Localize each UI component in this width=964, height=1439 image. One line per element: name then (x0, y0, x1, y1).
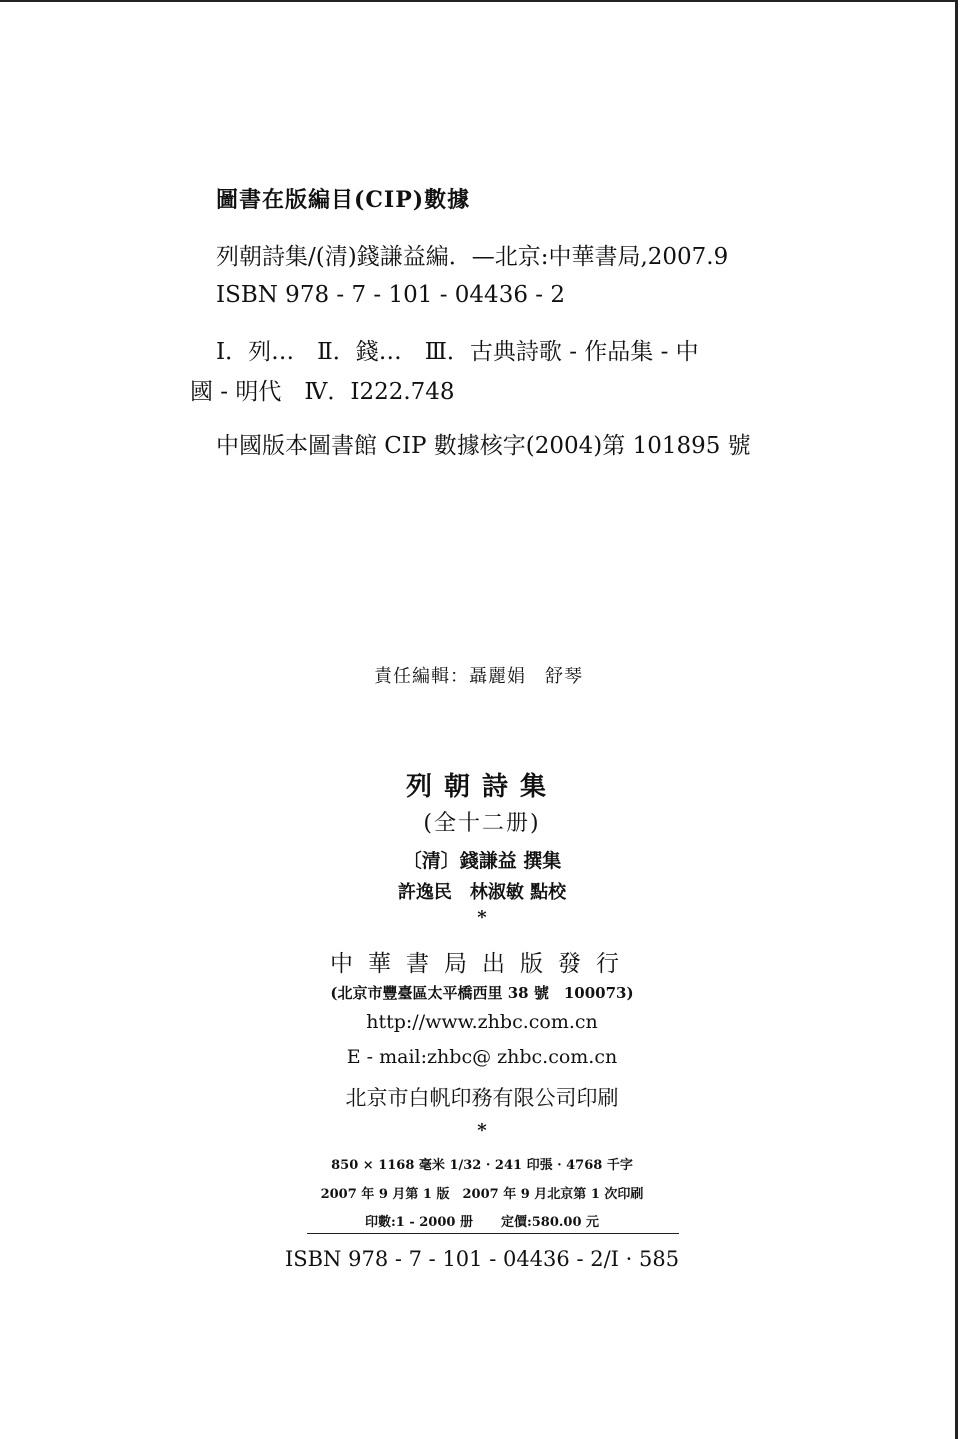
cip-subject-line-continued: 國 - 明代 Ⅳ．I222.748 (190, 379, 455, 405)
publisher-email: E - mail:zhbc@ zhbc.com.cn (346, 1046, 618, 1068)
responsible-editors: 責任編輯：聶麗娟 舒琴 (374, 666, 583, 687)
book-title: 列朝詩集 (405, 772, 558, 802)
separator-star: * (477, 1120, 487, 1141)
publisher: 中華書局出版發行 (330, 951, 634, 977)
print-run-row (0, 1211, 964, 1230)
cip-heading: 圖書在版編目(CIP)數據 (216, 187, 471, 213)
publisher-website: http://www.zhbc.com.cn (366, 1011, 598, 1033)
volume-count: (全十二册) (423, 811, 541, 836)
separator-star: * (477, 907, 487, 928)
divider-rule (307, 1233, 679, 1234)
price: 定價:580.00 元 (500, 1215, 600, 1230)
proofreaders: 許逸民 林淑敏 點校 (397, 882, 567, 903)
cip-record-number: 中國版本圖書館 CIP 數據核字(2004)第 101895 號 (216, 433, 751, 459)
cip-subject-line: Ⅰ．列… Ⅱ．錢… Ⅲ．古典詩歌 - 作品集 - 中 (216, 339, 699, 365)
isbn-bottom: ISBN 978 - 7 - 101 - 04436 - 2/I · 585 (284, 1247, 680, 1271)
cip-title-line: 列朝詩集/(清)錢謙益編．—北京:中華書局,2007.9 (216, 244, 729, 270)
page-border-top (0, 0, 955, 2)
edition-info: 2007 年 9 月第 1 版 2007 年 9 月北京第 1 次印刷 (320, 1187, 644, 1202)
printer: 北京市白帆印務有限公司印刷 (345, 1086, 619, 1110)
cip-isbn-line: ISBN 978 - 7 - 101 - 04436 - 2 (216, 282, 565, 308)
compiler: 〔清〕錢謙益 撰集 (402, 850, 562, 872)
print-run: 印數:1 - 2000 册 (364, 1215, 473, 1230)
publisher-address: (北京市豐臺區太平橋西里 38 號 100073) (330, 984, 634, 1002)
format-specs: 850 × 1168 毫米 1/32 · 241 印張 · 4768 千字 (331, 1158, 633, 1173)
